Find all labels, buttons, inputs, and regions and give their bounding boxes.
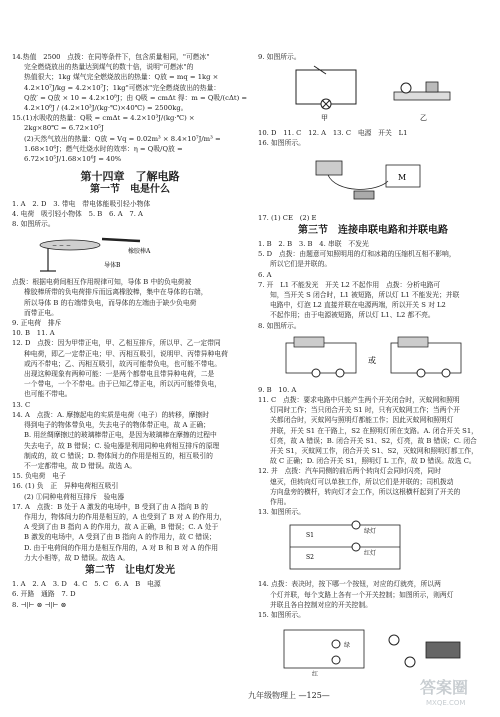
page-number: 九年级物理上 —125— [248, 691, 330, 700]
svg-text:或: 或 [368, 355, 376, 365]
svg-text:绿: 绿 [344, 642, 351, 650]
svg-text:乙: 乙 [420, 114, 427, 123]
answer-17: 17. A 点拨：B 处于 A 激发的电场中，B 受到了由 A 指向 B 的 作用力，物体间力的作用是相互的，A 也受到了 B 对 A 的作用力， A 受到了由 B 指向 A 的作用力，故 A 正确，B 错误；C. A 处于 B 激发的电场中，A 受到了由 B 指向 A 的作用力，故 C 错误； D. 由于电荷间的作用力是相互作用的，A 对 B 和 B 对 A 的作用 力大小相等，故 D 错误。故选 A。 [12, 502, 227, 562]
svg-text:S2: S2 [306, 554, 314, 562]
svg-text:− − −: − − − [52, 242, 71, 250]
svg-text:甲: 甲 [321, 114, 328, 123]
svg-text:MXQE.COM: MXQE.COM [426, 699, 466, 707]
svg-text:M: M [398, 172, 407, 182]
section-2-title: 第二节 让电灯发光 [85, 564, 175, 576]
answer-14-heat-value: 14.热值 2500 点拨：在同等条件下，包含质量相同，"可燃冰" 完全燃烧放出的热量达到煤气的数十倍，说明"可燃冰"的 热值很大；1kg 煤气完全燃烧放出的热量：Q放 = mq = 1kg × 4.2×10⁷J/kg = 4.2×10⁷J；1kg"可燃冰"完全燃烧放出的热量： Q放′ = Q放 × 10 = 4.2×10⁸J；由 Q吸 = cmΔt 得：m = Q吸/(cΔt) = 4.2×10⁸J / (4.2×10³J/(kg·℃)×40℃) = 2500kg。 [12, 53, 248, 113]
right-column: 9. 如图所示。 甲 乙 10. D 11. C 12. A 13. C 电源 开关 L1 16. 如图所示。 M 17. (1) CE (2) E 第三节 连接串联电路和并联电路 1. B 2. B 3. B 4. 串联 不发光 5. D 点拨：由题意可知照明用的灯和冰箱的压缩机互相不影响， 所以它们是并联的。 6. A 7. 开 L1 不能发光 开关 L2 不起作用 点拨：分析电路可 知，当开关 S 闭合时，L1 被短路，所以灯 L1 不能发光；并联 电路中，灯泡 L2 直接并联在电源两端，所以开关 S 对 L2 不起作用；由于电源被短路，所以灯 L1、L2 都不亮。 8. 如图所示。 或 9. B 10. A 11. C 点拨：要求电路中只能产生两个开关闭合时，灭蚊网和照明 灯同时工作；当只闭合开关 S1 时，只有灭蚊网工作；当两个开 关都闭合时，灭蚊网与照明灯都能工作；因此灭蚊网和照明灯 并联，开关 S1 在干路上，S2 在照明灯所在支路。A. 闭合开关 S1， 灯亮，故 A 错误；B. 闭合开关 S1、S2，灯亮，故 B 错误；C. 闭合 开关 S1，灭蚊网工作，闭合开关 S1、S2，灭蚊网和照明灯都工作， 故 C 正确；D. 闭合开关 S1，照明灯 L 工作，故 D 错误。故选 C。 12. 并 点拨：汽车同侧的前后两个转向灯会同时闪亮，同时 熄灭，但转向灯可以单独工作，所以它们是并联的；司机拨动 方向盘旁的横杆，转向灯才会工作，所以这根横杆起到了开关的 作用。 13. 如图所示。 S1 S2 绿灯 红灯 14. 点拨：表决时，按下哪一个按钮，对应的灯就亮，所以两 个灯并联，每个支路上各有一个开关控制；如图所示，则两灯 并联且各自控制对应的开关控制。 15. 如图所示。 绿 红 [258, 52, 488, 680]
answer-15-efficiency: 15.(1)水吸收的热量：Q吸 = cmΔt = 4.2×10³J/(kg·℃) × 2kg×80℃ = 6.72×10⁵J (2)天然气放出的热量：Q放 = Vq = 0.02m³ × 8.4×10⁷J/m³ = 1.68×10⁶J；燃气灶烧水时的效率：η = Q吸/Q放 = 6.72×10⁵J/1.68×10⁶J = 40% [12, 114, 221, 164]
svg-text:答案圈: 答案圈 [420, 678, 469, 697]
circuit-symbols: 8. ⊣|⊢ ⊗ ⊣|⊢ ⊗ [12, 600, 67, 609]
watermark-logo [416, 673, 494, 709]
svg-text:红灯: 红灯 [364, 550, 377, 558]
label-rubber-rod: 橡胶棒A [128, 248, 151, 256]
left-column: 14.热值 2500 点拨：在同等条件下，包含质量相同，"可燃冰" 完全燃烧放出的热量达到煤气的数十倍，说明"可燃冰"的 热值很大；1kg 煤气完全燃烧放出的热量：Q放 = mq = 1kg × 4.2×10⁷J/kg = 4.2×10⁷J；1kg"可燃冰"完全燃烧放出的热量： Q放′ = Q放 × 10 = 4.2×10⁸J；由 Q吸 = cmΔt 得：m = Q吸/(cΔt) = 4.2×10⁸J / (4.2×10³J/(kg·℃)×40℃) = 2500kg。 15.(1)水吸收的热量：Q吸 = cmΔt = 4.2×10³J/(kg·℃) × 2kg×80℃ = 6.72×10⁵J (2)天然气放出的热量：Q放 = Vq = 0.02m³ × 8.4×10⁷J/m³ = 1.68×10⁶J；燃气灶烧水时的效率：η = Q吸/Q放 = 6.72×10⁵J/1.68×10⁶J = 40% 第十四章 了解电路 第一节 电是什么 1. A 2. D 3. 带电 带电体能吸引轻小物体 4. 电荷 吸引轻小物体 5. B 6. A 7. A 8. 如图所示。 − − − 橡胶棒A 导体B 点拨：根据电荷间相互作用规律可知，导体 B 中的负电荷被 橡胶棒所带的负电荷排斥而远离橡胶棒，集中在导体的右端， 所以导体 B 的右端带负电，而导体的左端由于缺少负电荷 而带正电。 9. 正电荷 排斥 10. B 11. A 12. D 点拨：因为甲带正电，甲、乙相互排斥，所以甲、乙一定带同 种电荷，即乙一定带正电；甲、丙相互吸引，说明甲、丙带异种电荷 或丙不带电；乙、丙相互吸引，故丙可能带负电，也可能不带电。 出现这种现象有两种可能：一是两个都带电且带异种电荷，二是 一个带电，一个不带电。由于已知乙带正电，所以丙可能带负电， 也可能不带电。 13. C 14. A 点拨：A. 摩擦起电的实质是电荷（电子）的转移，摩擦时 得到电子的物体带负电，失去电子的物体带正电，故 A 正确； B. 用丝绸摩擦过的玻璃棒带正电，是因为玻璃棒在摩擦的过程中 失去电子，故 B 错误；C. 验电器是利用同种电荷相互排斥的原理 制成的，故 C 错误；D. 物体间力的作用是相互的，相互吸引的 不一定都带电，故 D 错误。故选 A。 15. 负电荷 电子 16. (1) 负 正 异种电荷相互吸引 (2) ①同种电荷相互排斥 验电器 17. A 点拨：B 处于 A 激发的电场中，B 受到了由 A 指向 B 的 作用力，物体间力的作用是相互的，A 也受到了 B 对 A 的作用力， A 受到了由 B 指向 A 的作用力，故 A 正确，B 错误；C. A 处于 B 激发的电场中，A 受到了由 B 指向 A 的作用力，故 C 错误； D. 由于电荷间的作用力是相互作用的，A 对 B 和 B 对 A 的作用 力大小相等，故 D 错误。故选 A。 第二节 让电灯发光 1. A 2. A 3. D 4. C 5. C 6. A B 电源 6. 开路 通路 7. D 8. ⊣|⊢ ⊗ ⊣|⊢ ⊗ [12, 53, 248, 609]
figure-rubber-rod-conductor [30, 231, 180, 275]
figure-8-parallel [276, 333, 476, 383]
answer-12-turn-signal: 12. 并 点拨：汽车同侧的前后两个转向灯会同时闪亮，同时 熄灭，但转向灯可以单独工作，所以它们是并联的；司机拨动 方向盘旁的横杆，转向灯才会工作，所以这根横杆起到了开关的 作用。 [258, 467, 461, 507]
answer-12: 12. D 点拨：因为甲带正电，甲、乙相互排斥，所以甲、乙一定带同 种电荷，即乙一定带正电；甲、丙相互吸引，说明甲、丙带异种电荷 或丙不带电；乙、丙相互吸引，故丙可能带负电，也可能不带电。 出现这种现象有两种可能：一是两个都带电且带异种电荷，二是 一个带电，一个不带电。由于已知乙带正电，所以丙可能带负电， 也可能不带电。 [12, 339, 228, 399]
answer-14b: 14. A 点拨：A. 摩擦起电的实质是电荷（电子）的转移，摩擦时 得到电子的物体带负电，失去电子的物体带正电，故 A 正确； B. 用丝绸摩擦过的玻璃棒带正电，是因为玻璃棒在摩擦的过程中 失去电子，故 B 错误；C. 验电器是利用同种电荷相互排斥的原理 制成的，故 C 错误；D. 物体间力的作用是相互的，相互吸引的 不一定都带电，故 D 错误。故选 A。 [12, 410, 220, 470]
svg-text:绿灯: 绿灯 [364, 528, 377, 536]
label-conductor-b: 导体B [104, 262, 121, 270]
figure-9-circuits [276, 64, 466, 126]
section-1-title: 第一节 电是什么 [90, 184, 170, 196]
svg-text:S1: S1 [306, 532, 314, 540]
answer-11: 11. C 点拨：要求电路中只能产生两个开关闭合时，灭蚊网和照明 灯同时工作；当只闭合开关 S1 时，只有灭蚊网工作；当两个开 关都闭合时，灭蚊网与照明灯都能工作；因此灭蚊网和照明灯 并联，开关 S1 在干路上，S2 在照明灯所在支路。A. 闭合开关 S1， 灯亮，故 A 错误；B. 闭合开关 S1、S2，灯亮，故 B 错误；C. 闭合 开关 S1，灭蚊网工作，闭合开关 S1、S2，灭蚊网和照明灯都工作， 故 C 正确；D. 闭合开关 S1，照明灯 L 工作，故 D 错误。故选 C。 [258, 396, 478, 466]
section-3-title: 第三节 连接串联电路和并联电路 [298, 224, 448, 236]
figure-16-motor-circuit [276, 151, 446, 211]
figure-13-lamps [276, 519, 426, 577]
figure-15-lamps [276, 622, 476, 678]
svg-text:红: 红 [312, 671, 319, 679]
chapter-title: 第十四章 了解电路 [80, 170, 180, 184]
